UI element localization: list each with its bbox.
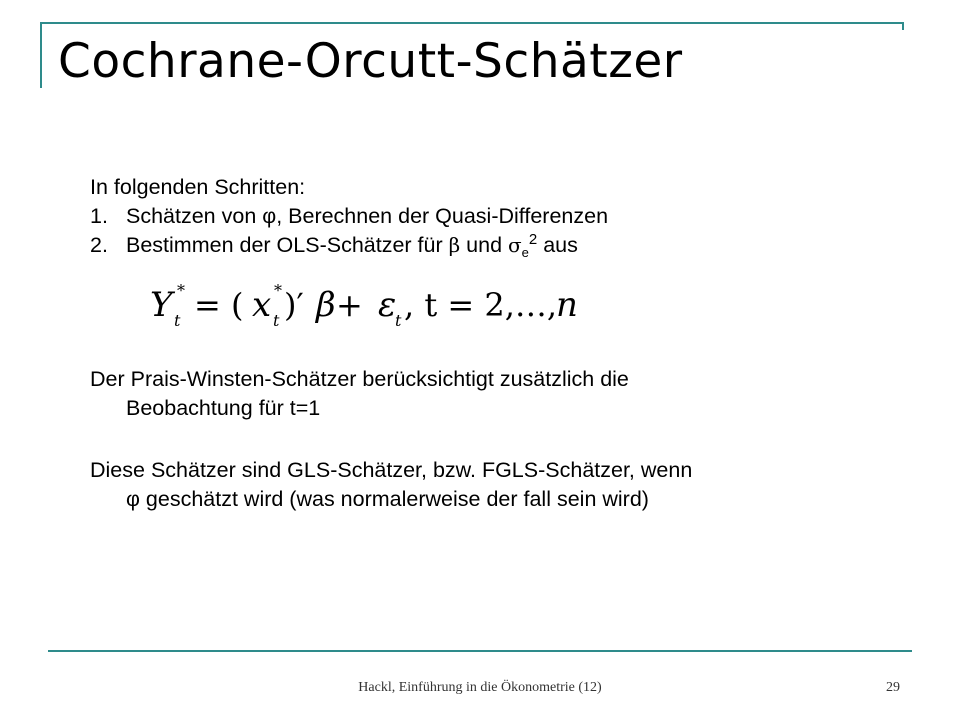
- right-accent-line: [902, 22, 904, 30]
- formula-sub-t3: t: [395, 311, 402, 330]
- formula-comma-range: , t = 2,…,: [404, 286, 558, 324]
- sigma-subscript: e: [521, 245, 529, 260]
- top-accent-line: [40, 22, 904, 24]
- page-number: 29: [886, 680, 900, 695]
- formula-star1: *: [177, 281, 185, 300]
- sigma-superscript: 2: [528, 231, 538, 248]
- step-2-text-after: aus: [537, 233, 578, 257]
- gls-paragraph: [90, 456, 890, 514]
- formula-n: n: [556, 285, 578, 325]
- sigma-symbol: σ: [508, 233, 522, 257]
- formula-close-prime: )′: [284, 286, 304, 324]
- prais-winsten-line-1: Der Prais-Winsten-Schätzer berücksichtigt zusätzlich die: [90, 367, 629, 391]
- formula-star2: *: [274, 281, 282, 300]
- step-2-number: 2.: [90, 233, 108, 257]
- regression-formula: [150, 280, 590, 330]
- formula-eq-open: = (: [194, 286, 244, 324]
- gls-line-1: Diese Schätzer sind GLS-Schätzer, bzw. FGLS-Schätzer, wenn: [90, 458, 693, 482]
- beta-symbol: β: [448, 233, 461, 257]
- step-2-text-mid: und: [460, 233, 509, 257]
- step-2: [90, 231, 578, 262]
- formula-beta: β: [316, 285, 336, 325]
- slide-title: Cochrane-Orcutt-Schätzer: [58, 34, 683, 89]
- formula-sub-t1: t: [174, 311, 181, 330]
- footer-text: Hackl, Einführung in die Ökonometrie (12): [358, 680, 602, 695]
- step-1: [90, 202, 608, 231]
- prais-winsten-line-2: Beobachtung für t=1: [126, 396, 321, 420]
- formula-epsilon: ε: [378, 285, 397, 325]
- gls-line-2: φ geschätzt wird (was normalerweise der fall sein wird): [126, 487, 649, 511]
- footer-divider: [48, 650, 912, 652]
- step-2-text-before: Bestimmen der OLS-Schätzer für: [126, 233, 449, 257]
- step-1-text: Schätzen von φ, Berechnen der Quasi-Differenzen: [126, 204, 609, 228]
- formula-sub-t2: t: [273, 311, 280, 330]
- formula-Y: Y: [150, 285, 173, 325]
- formula-x: x: [252, 285, 272, 325]
- step-1-number: 1.: [90, 204, 108, 228]
- intro-text: In folgenden Schritten:: [90, 175, 306, 199]
- formula-plus: +: [336, 286, 363, 324]
- left-accent-line: [40, 22, 42, 88]
- prais-winsten-paragraph: [90, 365, 890, 423]
